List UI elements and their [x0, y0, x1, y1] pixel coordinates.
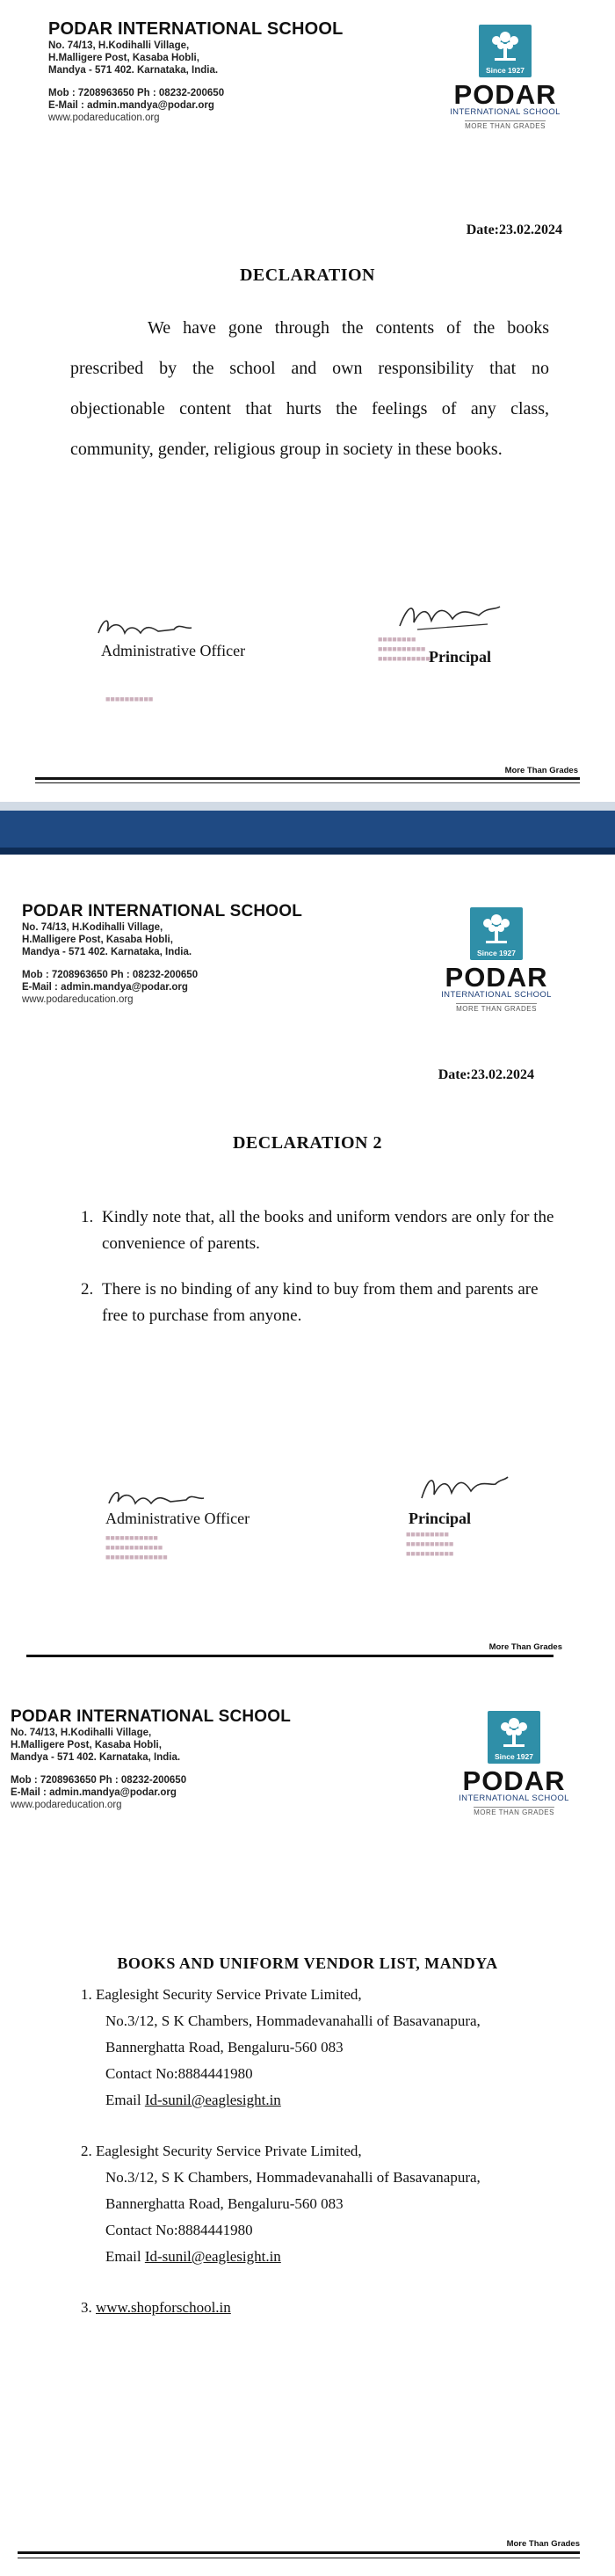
- vendor-address: No.3/12, S K Chambers, Hommadevanahalli of Basavanapura,: [105, 2169, 481, 2186]
- declaration-list: [81, 1204, 555, 1349]
- footer-tagline: More Than Grades: [504, 766, 578, 775]
- vendor-name: Eaglesight Security Service Private Limited,: [96, 2143, 362, 2159]
- vendor-address: No.3/12, S K Chambers, Hommadevanahalli of Basavanapura,: [105, 2012, 481, 2029]
- logo-subtitle: INTERNATIONAL SCHOOL: [459, 1794, 569, 1803]
- principal-signature-icon: [413, 1468, 510, 1507]
- podar-logo: [439, 25, 571, 133]
- item-number: 3.: [81, 2299, 92, 2316]
- logo-tagline: MORE THAN GRADES: [465, 122, 546, 130]
- logo-wordmark: PODAR: [453, 79, 557, 110]
- vendor-contact: Contact No:8884441980: [105, 2222, 253, 2238]
- vendor-entry: [81, 2138, 573, 2270]
- school-header: [22, 902, 302, 1006]
- item-number: 1.: [81, 1208, 94, 1226]
- declaration-2-page: [0, 855, 615, 1662]
- vendor-website-link[interactable]: www.shopforschool.in: [96, 2299, 231, 2316]
- address-line: H.Malligere Post, Kasaba Hobli,: [22, 935, 173, 945]
- vendor-list-page: [0, 1662, 615, 2576]
- declaration-date: Date:23.02.2024: [466, 222, 562, 237]
- footer-rule: [35, 782, 580, 783]
- school-name: PODAR INTERNATIONAL SCHOOL: [48, 19, 344, 39]
- footer-rule: [18, 2551, 580, 2554]
- vendor-email-link[interactable]: Id-sunil@eaglesight.in: [144, 2248, 281, 2265]
- email-label: Email: [105, 2248, 141, 2265]
- declaration-heading: DECLARATION: [239, 266, 376, 285]
- footer-rule: [35, 777, 580, 780]
- list-item: [81, 1204, 555, 1257]
- item-number: 2.: [81, 1280, 94, 1299]
- item-number: 1.: [81, 1986, 92, 2003]
- address-line: Mandya - 571 402. Karnataka, India.: [48, 65, 219, 76]
- address-line: Mandya - 571 402. Karnataka, India.: [11, 1752, 181, 1763]
- website-line: www.podareducation.org: [48, 113, 160, 123]
- tree-logo-icon: [479, 25, 532, 77]
- email-label: Email: [105, 2092, 141, 2108]
- vendor-entry: [81, 1982, 573, 2114]
- admin-stamp: ■■■■■■■■■■■ ■■■■■■■■■■■■ ■■■■■■■■■■■■■: [105, 1533, 168, 1561]
- vendor-email-link[interactable]: Id-sunil@eaglesight.in: [144, 2092, 281, 2108]
- address-line: No. 74/13, H.Kodihalli Village,: [48, 40, 190, 51]
- item-text: Kindly note that, all the books and uniform vendors are only for the convenience of parents.: [102, 1208, 554, 1253]
- item-number: 2.: [81, 2143, 92, 2159]
- vendor-list: [81, 1982, 573, 2346]
- admin-signature-icon: [105, 1486, 211, 1512]
- address-line: No. 74/13, H.Kodihalli Village,: [11, 1728, 152, 1738]
- logo-tagline: MORE THAN GRADES: [474, 1808, 554, 1816]
- email-line: E-Mail : admin.mandya@podar.org: [48, 100, 214, 111]
- page-separator: [0, 802, 615, 855]
- website-line: www.podareducation.org: [22, 994, 134, 1005]
- address-line: No. 74/13, H.Kodihalli Village,: [22, 922, 163, 933]
- admin-officer-label: Administrative Officer: [101, 642, 246, 659]
- footer-tagline: More Than Grades: [488, 1642, 562, 1652]
- since-label: Since 1927: [477, 949, 516, 957]
- phone-line: Mob : 7208963650 Ph : 08232-200650: [11, 1775, 187, 1786]
- logo-tagline: MORE THAN GRADES: [456, 1005, 537, 1013]
- declaration-body: We have gone through the contents of the books prescribed by the school and own responsibility that no objectionable content that hurts the feelings of any class, community, gender, religious group in society in these books.: [70, 318, 549, 459]
- address-line: Mandya - 571 402. Karnataka, India.: [22, 947, 192, 957]
- email-line: E-Mail : admin.mandya@podar.org: [22, 982, 188, 993]
- declaration-page: [0, 0, 615, 802]
- tree-logo-icon: [488, 1711, 540, 1764]
- school-header: [48, 19, 344, 124]
- logo-wordmark: PODAR: [462, 1765, 566, 1796]
- footer-rule: [26, 1655, 554, 1657]
- podar-logo: [430, 907, 562, 1015]
- principal-stamp: ■■■■■■■■■ ■■■■■■■■■■ ■■■■■■■■■■: [406, 1530, 454, 1558]
- logo-subtitle: INTERNATIONAL SCHOOL: [441, 990, 552, 1000]
- list-item: [81, 1277, 555, 1329]
- principal-signature-icon: [391, 598, 505, 635]
- principal-label: Principal: [409, 1510, 471, 1527]
- vendor-contact: Contact No:8884441980: [105, 2065, 253, 2082]
- principal-stamp: ■■■■■■■■ ■■■■■■■■■■ ■■■■■■■■■■■: [378, 635, 430, 663]
- website-line: www.podareducation.org: [11, 1800, 122, 1810]
- email-line: E-Mail : admin.mandya@podar.org: [11, 1787, 177, 1798]
- declaration-date: Date:23.02.2024: [438, 1067, 534, 1082]
- logo-subtitle: INTERNATIONAL SCHOOL: [450, 107, 561, 117]
- podar-logo: [448, 1711, 580, 1819]
- since-label: Since 1927: [495, 1752, 533, 1761]
- vendor-address: Bannerghatta Road, Bengaluru-560 083: [105, 2039, 344, 2056]
- admin-officer-label: Administrative Officer: [105, 1510, 250, 1527]
- tree-logo-icon: [470, 907, 523, 960]
- address-line: H.Malligere Post, Kasaba Hobli,: [48, 53, 199, 63]
- logo-wordmark: PODAR: [445, 962, 548, 993]
- phone-line: Mob : 7208963650 Ph : 08232-200650: [48, 88, 225, 98]
- item-text: There is no binding of any kind to buy from them and parents are free to purchase from anyone.: [102, 1280, 539, 1325]
- vendor-name: Eaglesight Security Service Private Limited,: [96, 1986, 362, 2003]
- admin-stamp: ■■■■■■■■■■: [105, 695, 154, 703]
- school-name: PODAR INTERNATIONAL SCHOOL: [22, 902, 303, 921]
- footer-tagline: More Than Grades: [506, 2539, 580, 2549]
- school-header: [11, 1707, 291, 1811]
- admin-signature-icon: [95, 614, 200, 644]
- declaration-heading: DECLARATION 2: [232, 1133, 383, 1153]
- address-line: H.Malligere Post, Kasaba Hobli,: [11, 1740, 162, 1750]
- school-name: PODAR INTERNATIONAL SCHOOL: [11, 1707, 292, 1726]
- since-label: Since 1927: [486, 66, 525, 75]
- phone-line: Mob : 7208963650 Ph : 08232-200650: [22, 970, 199, 980]
- principal-label: Principal: [429, 648, 491, 666]
- vendor-entry: [81, 2295, 573, 2321]
- vendor-address: Bannerghatta Road, Bengaluru-560 083: [105, 2195, 344, 2212]
- vendor-list-heading: BOOKS AND UNIFORM VENDOR LIST, MANDYA: [117, 1954, 498, 1972]
